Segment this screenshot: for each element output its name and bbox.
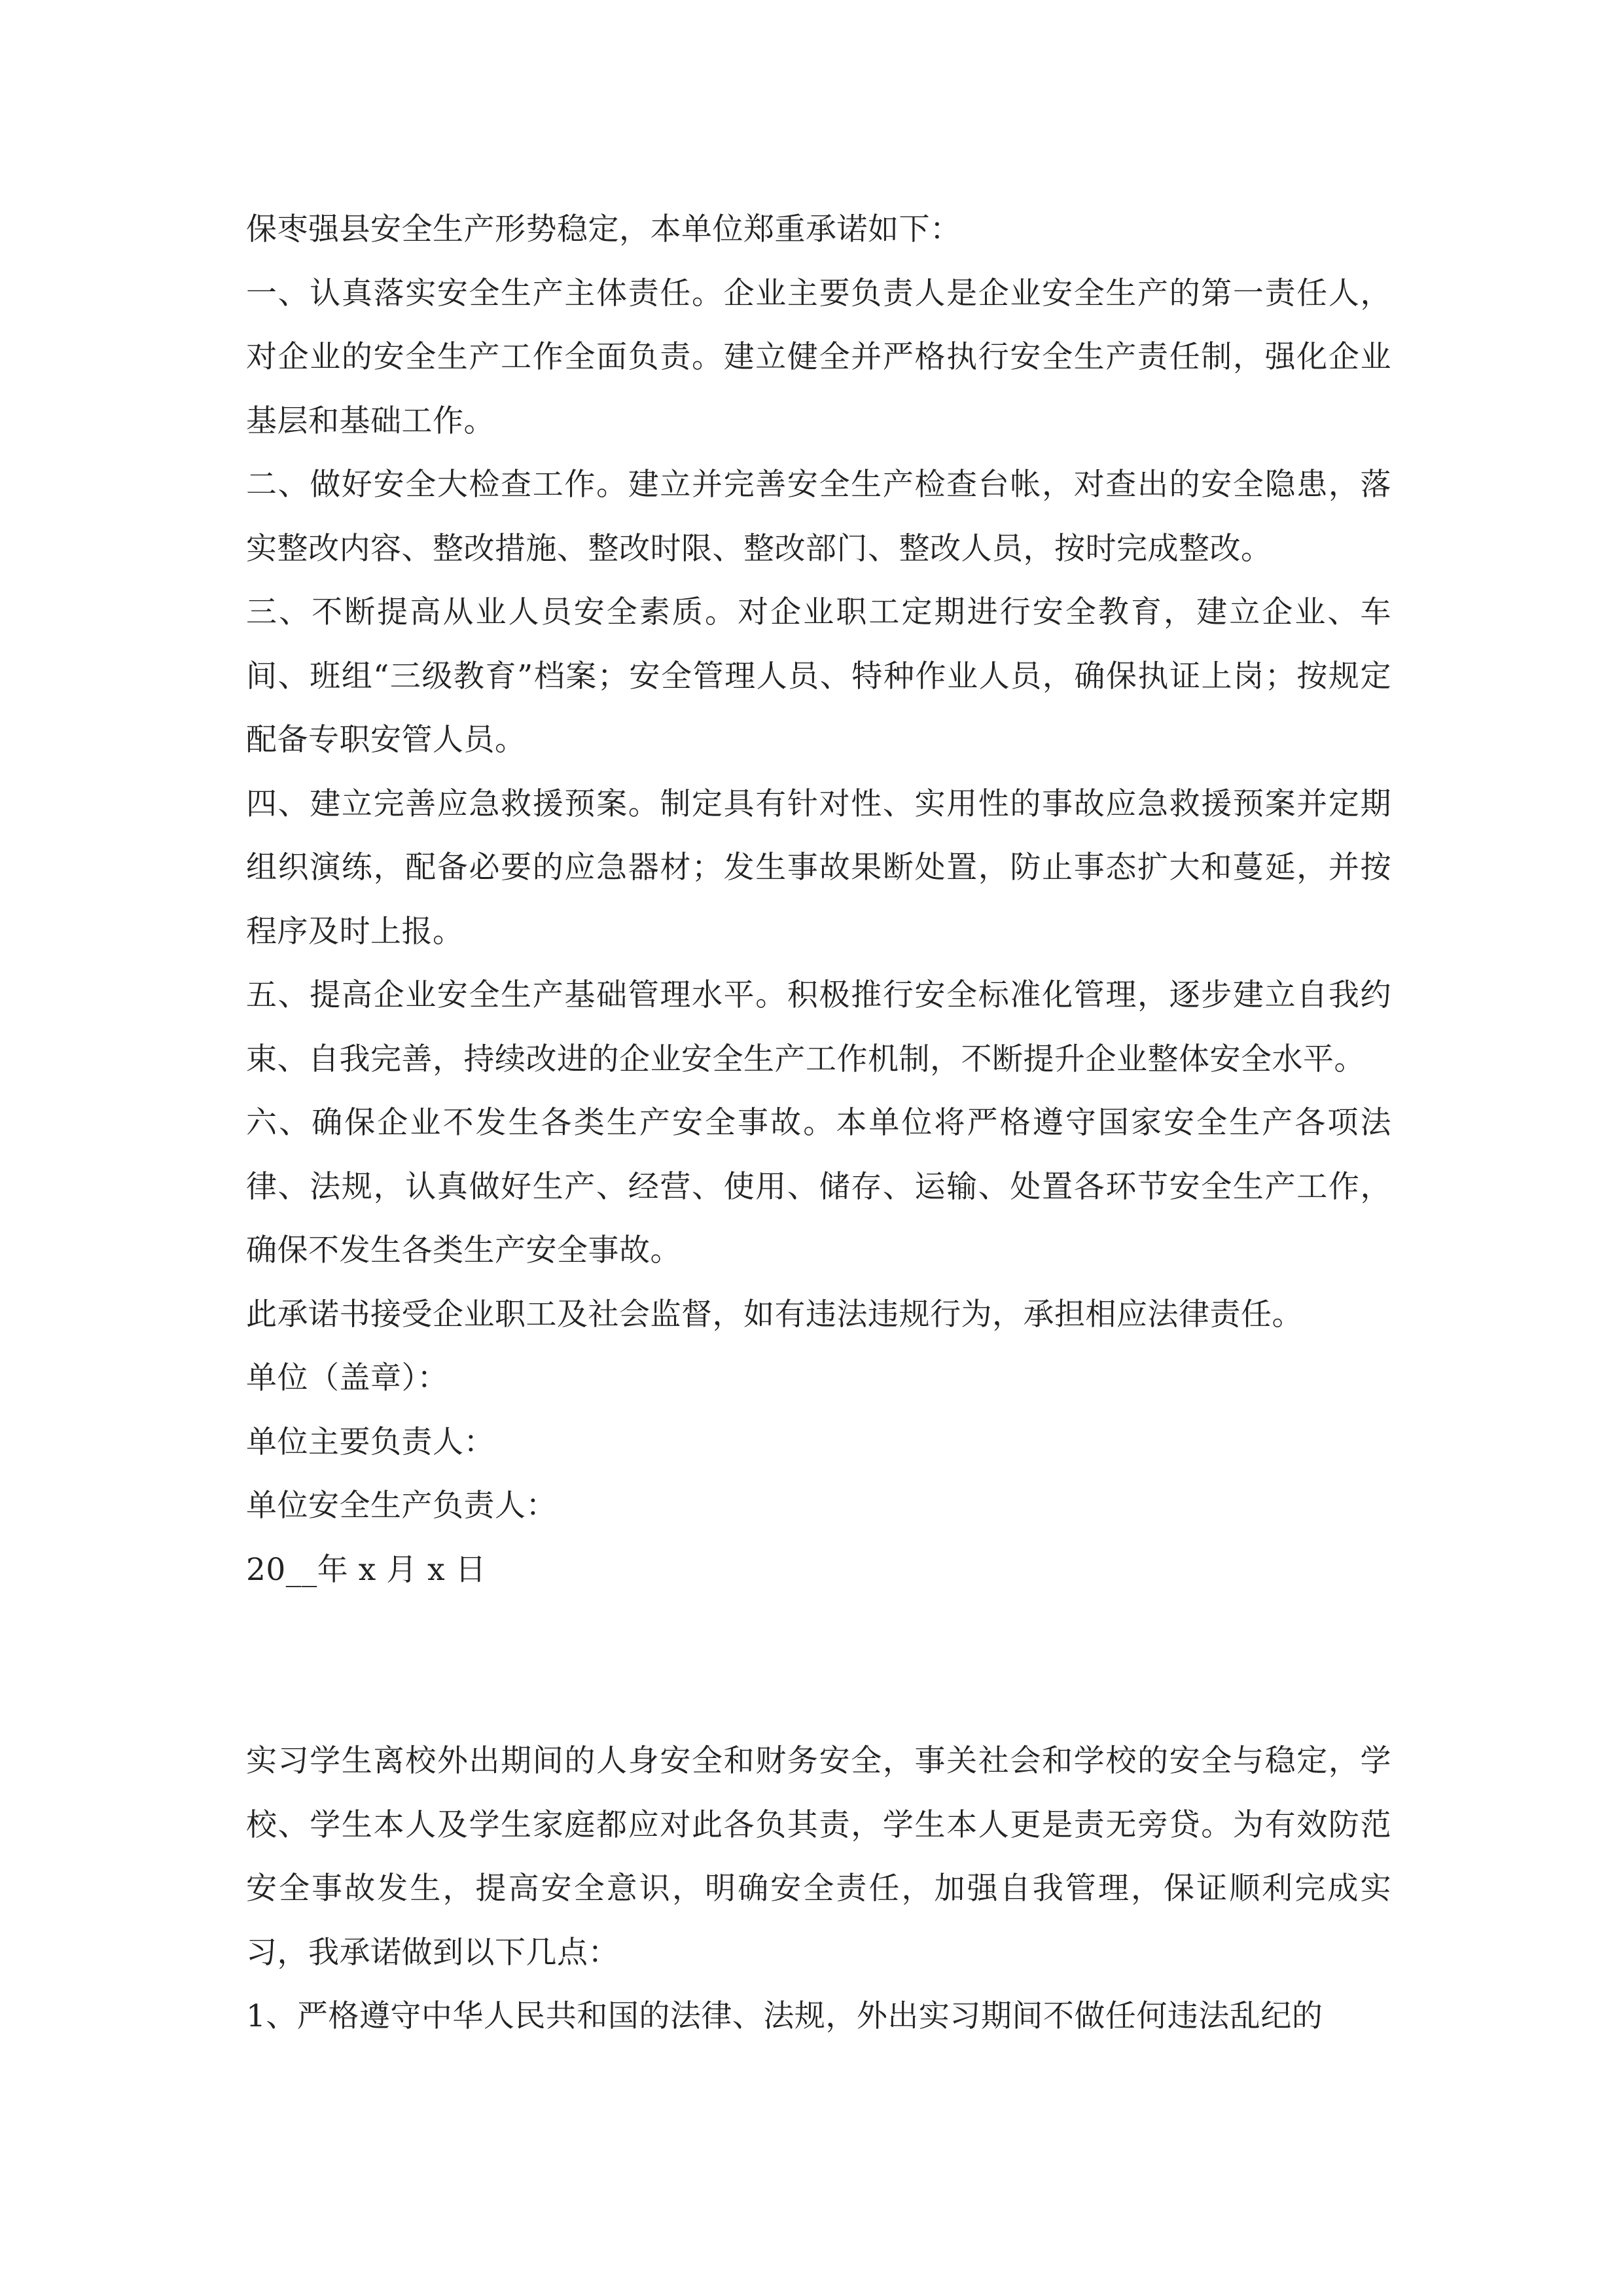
date-line: 20__年 x 月 x 日 [246, 1551, 487, 1588]
section-gap [246, 1602, 1391, 1729]
commitment-item-1: 一、认真落实安全生产主体责任。企业主要负责人是企业安全生产的第一责任人，对企业的安全生产工作全面负责。建立健全并严格执行安全生产责任制，强化企业基层和基础工作。 [246, 275, 1391, 439]
commitment-item-4: 四、建立完善应急救援预案。制定具有针对性、实用性的事故应急救援预案并定期组织演练，配备必要的应急器材；发生事故果断处置，防止事态扩大和蔓延，并按程序及时上报。 [246, 785, 1391, 950]
main-leader-line: 单位主要负责人： [246, 1424, 495, 1460]
supervision-statement: 此承诺书接受企业职工及社会监督，如有违法违规行为，承担相应法律责任。 [246, 1296, 1303, 1333]
commitment-item-2: 二、做好安全大检查工作。建立并完善安全生产检查台帐，对查出的安全隐患，落实整改内容、整改措施、整改时限、整改部门、整改人员，按时完成整改。 [246, 467, 1391, 567]
safety-leader-line: 单位安全生产负责人： [246, 1488, 557, 1524]
unit-seal-line: 单位（盖章）： [246, 1360, 448, 1396]
commitment-item-5: 五、提高企业安全生产基础管理水平。积极推行安全标准化管理，逐步建立自我约束、自我完善，持续改进的企业安全生产工作机制，不断提升企业整体安全水平。 [246, 977, 1391, 1077]
commitment-item-6: 六、确保企业不发生各类生产安全事故。本单位将严格遵守国家安全生产各项法律、法规，认真做好生产、经营、使用、储存、运输、处置各环节安全生产工作，确保不发生各类生产安全事故。 [246, 1105, 1391, 1268]
student-commitment-item-1: 1、严格遵守中华人民共和国的法律、法规，外出实习期间不做任何违法乱纪的 [246, 1998, 1323, 2034]
document-body [246, 198, 1391, 2049]
student-commitment-intro: 实习学生离校外出期间的人身安全和财务安全，事关社会和学校的安全与稳定，学校、学生本人及学生家庭都应对此各负其责，学生本人更是责无旁贷。为有效防范安全事故发生，提高安全意识，明确安全责任，加强自我管理，保证顺利完成实习，我承诺做到以下几点： [246, 1743, 1391, 1971]
commitment-item-3: 三、不断提高从业人员安全素质。对企业职工定期进行安全教育，建立企业、车间、班组“三级教育”档案；安全管理人员、特种作业人员，确保执证上岗；按规定配备专职安管人员。 [246, 594, 1391, 758]
commitment-intro: 保枣强县安全生产形势稳定，本单位郑重承诺如下： [246, 211, 961, 247]
